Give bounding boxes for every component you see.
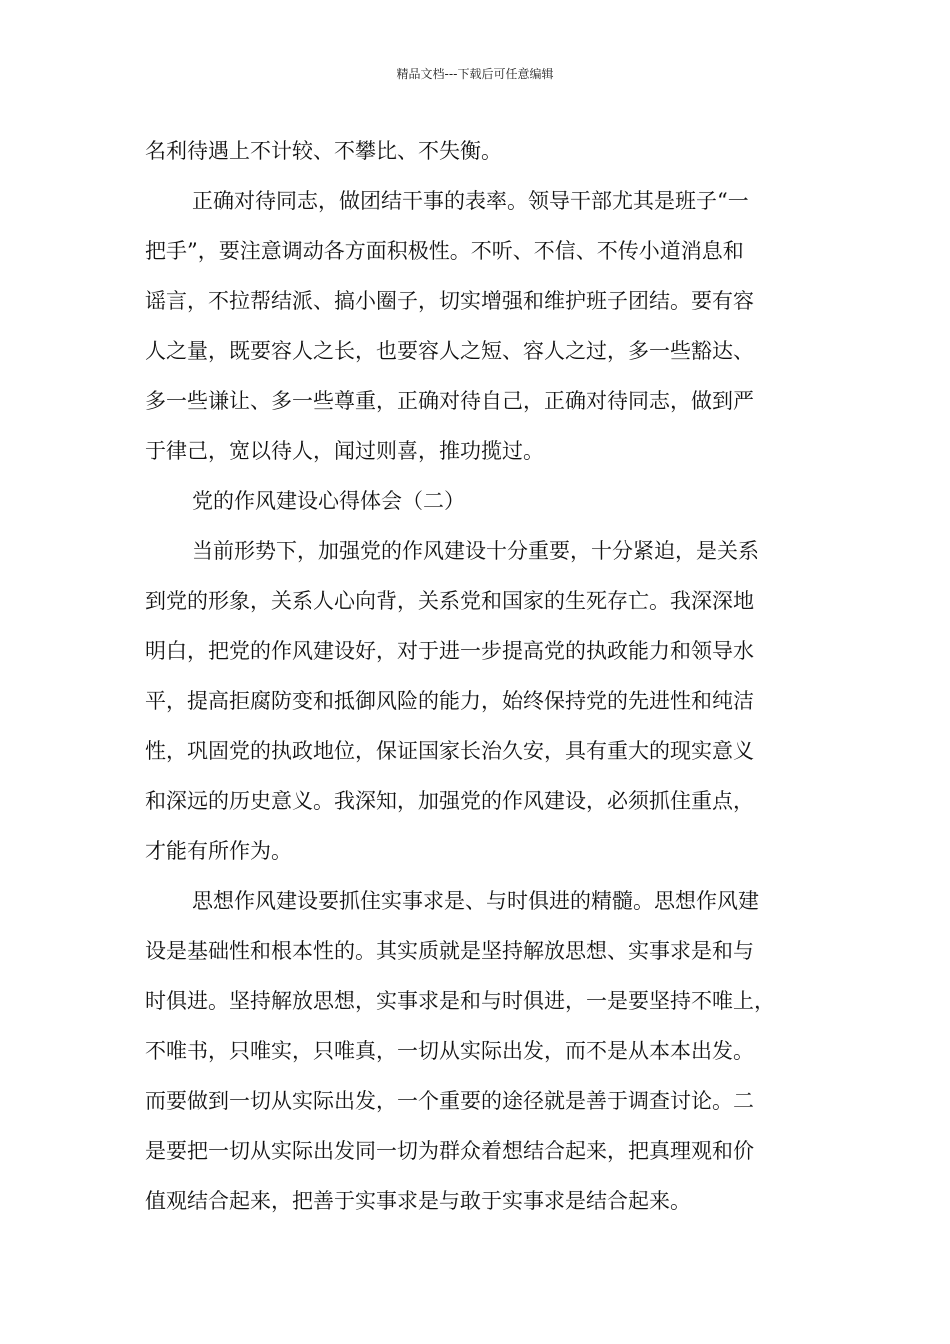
body-line: 时俱进。坚持解放思想，实事求是和与时俱进，一是要坚持不唯上， [145,989,775,1013]
paragraph-first-line: 思想作风建设要抓住实事求是、与时俱进的精髓。思想作风建 [192,889,759,913]
body-line: 明白，把党的作风建设好，对于进一步提高党的执政能力和领导水 [145,639,754,663]
paragraph-first-line: 当前形势下，加强党的作风建设十分重要，十分紧迫，是关系 [192,539,759,563]
body-line: 于律己，宽以待人，闻过则喜，推功揽过。 [145,439,544,463]
body-line: 和深远的历史意义。我深知，加强党的作风建设，必须抓住重点， [145,789,754,813]
body-line: 把手”，要注意调动各方面积极性。不听、不信、不传小道消息和 [145,239,744,263]
body-line: 是要把一切从实际出发同一切为群众着想结合起来，把真理观和价 [145,1139,754,1163]
body-line: 而要做到一切从实际出发，一个重要的途径就是善于调查讨论。二 [145,1089,754,1113]
body-line: 到党的形象，关系人心向背，关系党和国家的生死存亡。我深深地 [145,589,754,613]
body-line: 人之量，既要容人之长，也要容人之短、容人之过，多一些豁达、 [145,339,754,363]
body-line: 性，巩固党的执政地位，保证国家长治久安，具有重大的现实意义 [145,739,754,763]
paragraph-first-line: 正确对待同志，做团结干事的表率。领导干部尤其是班子“一 [192,189,749,213]
body-line: 多一些谦让、多一些尊重，正确对待自己，正确对待同志，做到严 [145,389,754,413]
body-line: 不唯书，只唯实，只唯真，一切从实际出发，而不是从本本出发。 [145,1039,754,1063]
body-line: 平，提高拒腐防变和抵御风险的能力，始终保持党的先进性和纯洁 [145,689,754,713]
document-body [145,126,825,1226]
body-line: 谣言，不拉帮结派、搞小圈子，切实增强和维护班子团结。要有容 [145,289,754,313]
section-heading: 党的作风建设心得体会（二） [192,489,465,513]
body-line: 才能有所作为。 [145,839,292,863]
page-header: 精品文档---下载后可任意编辑 [396,67,554,81]
body-line: 名利待遇上不计较、不攀比、不失衡。 [145,139,502,163]
body-line: 设是基础性和根本性的。其实质就是坚持解放思想、实事求是和与 [145,939,754,963]
body-line: 值观结合起来，把善于实事求是与敢于实事求是结合起来。 [145,1189,691,1213]
